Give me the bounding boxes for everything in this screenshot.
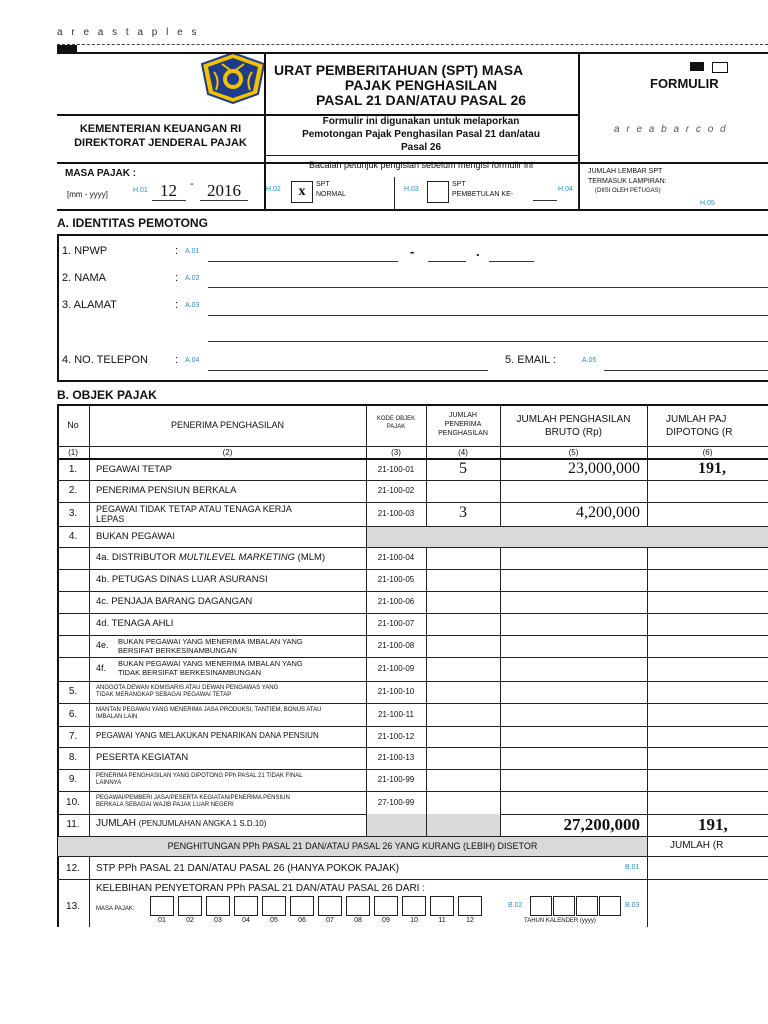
row-kode: 27-100-99 bbox=[377, 797, 415, 807]
row-bottom-line bbox=[57, 613, 768, 614]
header-bottom-line bbox=[57, 446, 768, 447]
npwp-dash: - bbox=[410, 244, 415, 259]
row-pajak-value[interactable]: 191, bbox=[698, 459, 726, 477]
row-kode: 21-100-09 bbox=[377, 664, 415, 673]
perhitungan-bottom-line bbox=[57, 856, 768, 857]
jumlah-label bbox=[96, 818, 266, 829]
tahun-box-4[interactable] bbox=[599, 896, 621, 916]
row13-label: KELEBIHAN PENYETORAN PPh PASAL 21 DAN/ATAU PASAL 26 DARI : bbox=[96, 883, 426, 894]
row-kode: 21-100-02 bbox=[377, 486, 415, 495]
month-label: 12 bbox=[466, 917, 474, 924]
section-b-title: B. OBJEK PAJAK bbox=[57, 388, 157, 402]
table-top-border bbox=[57, 404, 768, 406]
month-label: 01 bbox=[158, 917, 166, 924]
row-sub-label: 4f. bbox=[96, 663, 107, 673]
section-a-title: A. IDENTITAS PEMOTONG bbox=[57, 216, 208, 230]
row-label-2: TIDAK MERANGKAP SEBAGAI PEGAWAI TETAP bbox=[96, 692, 232, 698]
section-a-top-border bbox=[57, 234, 768, 236]
month-label: 03 bbox=[214, 917, 222, 924]
formulir-box-empty bbox=[712, 62, 728, 73]
row-sub-desc-1: BUKAN PEGAWAI YANG MENERIMA IMBALAN YANG bbox=[118, 637, 303, 646]
spt-pembetulan-checkbox[interactable] bbox=[427, 181, 449, 203]
alamat-field-2[interactable] bbox=[208, 341, 768, 342]
month-label: 04 bbox=[242, 917, 250, 924]
row-bottom-line bbox=[57, 591, 768, 592]
row-label-2: LEPAS bbox=[96, 514, 125, 524]
spt-normal-checkbox[interactable] bbox=[291, 181, 313, 203]
header-jumlah-penerima-2: PENERIMA bbox=[444, 421, 482, 428]
header-no: No bbox=[67, 420, 79, 430]
row-penerima-value[interactable]: 5 bbox=[459, 459, 467, 477]
ministry-logo bbox=[198, 52, 268, 104]
row-no: 8. bbox=[68, 752, 78, 763]
month-label: 07 bbox=[326, 917, 334, 924]
jumlah-pajak-value[interactable]: 191, bbox=[698, 815, 728, 834]
col12-no-border bbox=[89, 856, 90, 927]
row-bottom-line bbox=[57, 726, 768, 727]
spt-normal-mark: x bbox=[298, 184, 306, 199]
spt-normal-label2: NORMAL bbox=[316, 191, 346, 198]
directorate-name: DIREKTORAT JENDERAL PAJAK bbox=[74, 137, 247, 149]
spt-pembetulan-label1: SPT bbox=[452, 181, 466, 188]
row-sub-desc-1: BUKAN PEGAWAI YANG MENERIMA IMBALAN YANG bbox=[118, 659, 303, 668]
row12-label: STP PPh PASAL 21 DAN/ATAU PASAL 26 (HANYA POKOK PAJAK) bbox=[96, 863, 400, 874]
formulir-box-filled bbox=[690, 62, 704, 71]
header-bruto-1: JUMLAH PENGHASILAN bbox=[516, 414, 631, 425]
spt-pembetulan-label2: PEMBETULAN KE- bbox=[452, 191, 514, 198]
header-kode-1: KODE OBJEK bbox=[376, 416, 416, 422]
email-label: 5. EMAIL : bbox=[505, 354, 556, 366]
row-label: PENERIMA PENGHASILAN YANG DIPOTONG PPh PASAL 21 TIDAK FINAL bbox=[96, 773, 303, 779]
alamat-colon: : bbox=[175, 299, 179, 311]
row-bottom-line bbox=[57, 657, 768, 658]
instruction-text: Bacalah petunjuk pengisian sebelum mengisi formulir ini bbox=[308, 160, 534, 170]
jumlah-label-main: JUMLAH bbox=[96, 818, 137, 829]
row-kode: 21-100-07 bbox=[377, 619, 415, 628]
row-label: PEGAWAI TIDAK TETAP ATAU TENAGA KERJA bbox=[96, 504, 292, 514]
telepon-label: 4. NO. TELEPON bbox=[62, 354, 148, 366]
jumlah-lembar-line2: TERMASUK LAMPIRAN: bbox=[588, 178, 667, 185]
header-dipotong-2: DIPOTONG (R bbox=[666, 427, 733, 438]
tahun-kalender-text: TAHUN KALENDER bbox=[524, 918, 579, 924]
row-label: PEGAWAI/PEMBERI JASA/PESERTA KEGIATAN/PENERIMA PENSIUN bbox=[96, 795, 290, 801]
row-no: 6. bbox=[68, 708, 78, 720]
row-kode: 21-100-03 bbox=[377, 509, 415, 518]
header-jumlah-penerima-1: JUMLAH bbox=[448, 412, 477, 419]
purpose-line2: Pemotongan Pajak Penghasilan Pasal 21 dan/atau bbox=[302, 129, 540, 140]
month-box[interactable] bbox=[150, 896, 174, 916]
jumlah-no: 11. bbox=[66, 819, 80, 830]
row-sub-desc-2: BERSIFAT BERKESINAMBUNGAN bbox=[118, 646, 237, 655]
row-label-2: IMBALAN LAIN bbox=[96, 714, 138, 720]
month-label: 10 bbox=[410, 917, 418, 924]
masa-year-value[interactable]: 2016 bbox=[207, 181, 241, 200]
row-no: 10. bbox=[66, 796, 80, 808]
row-shade-bukan-pegawai bbox=[367, 527, 768, 547]
row-no: 5. bbox=[68, 686, 78, 697]
area-staples-label: a r e a s t a p l e s bbox=[57, 27, 200, 38]
row-sub-label: 4e. bbox=[96, 640, 109, 650]
month-box[interactable] bbox=[430, 896, 454, 916]
row-no: 3. bbox=[68, 508, 78, 519]
form-title-line3: PASAL 21 DAN/ATAU PASAL 26 bbox=[315, 92, 527, 108]
npwp-code: A.01 bbox=[185, 248, 200, 255]
nama-label: 2. NAMA bbox=[62, 272, 107, 284]
row-kode: 21-100-06 bbox=[377, 597, 415, 606]
mlm-italic: MULTILEVEL MARKETING bbox=[178, 552, 296, 563]
month-box[interactable] bbox=[234, 896, 258, 916]
spt-normal-label1: SPT bbox=[316, 181, 330, 188]
colnum-3: (3) bbox=[391, 448, 401, 457]
month-box[interactable] bbox=[290, 896, 314, 916]
row-label-2: BERKALA SEBAGAI WAJIB PAJAK LUAR NEGERI bbox=[96, 802, 234, 808]
masa-separator: - bbox=[190, 178, 194, 190]
purpose-line1: Formulir ini digunakan untuk melaporkan bbox=[322, 116, 520, 127]
jumlah-shade-penerima bbox=[427, 814, 500, 836]
form-title-line2: PAJAK PENGHASILAN bbox=[344, 77, 498, 93]
row-label: PEGAWAI TETAP bbox=[96, 463, 173, 475]
row-no: 4. bbox=[68, 530, 78, 542]
tahun-kalender-format: (yyyy) bbox=[579, 918, 596, 924]
masa-pajak-format: [mm - yyyy] bbox=[67, 190, 108, 199]
month-label: 09 bbox=[382, 917, 390, 924]
tahun-box-3[interactable] bbox=[576, 896, 598, 916]
row-no: 1. bbox=[68, 463, 78, 475]
row-no: 9. bbox=[68, 774, 78, 785]
colnum-1: (1) bbox=[68, 448, 78, 457]
nama-field[interactable] bbox=[208, 287, 768, 288]
area-barcode-label: a r e a b a r c o d bbox=[614, 124, 728, 135]
month-label: 05 bbox=[270, 917, 278, 924]
row-label: 4c. PENJAJA BARANG DAGANGAN bbox=[96, 596, 253, 607]
row-bottom-line bbox=[57, 635, 768, 636]
header-jumlah-penerima-3: PENGHASILAN bbox=[438, 430, 488, 437]
row-kode: 21-100-08 bbox=[377, 641, 415, 650]
row-label: PENERIMA PENSIUN BERKALA bbox=[96, 485, 237, 496]
jumlah-label-small: (PENJUMLAHAN ANGKA 1 S.D.10) bbox=[138, 819, 267, 828]
form-title-line1: URAT PEMBERITAHUAN (SPT) MASA bbox=[274, 62, 524, 78]
row-bottom-line bbox=[57, 703, 768, 704]
masa-month-underline bbox=[152, 200, 186, 201]
month-label: 06 bbox=[298, 917, 306, 924]
row-kode: 21-100-05 bbox=[377, 575, 415, 584]
header-kode-2: PAJAK bbox=[386, 424, 406, 430]
top-dashed-line bbox=[57, 44, 768, 45]
instruction-top-border bbox=[264, 155, 579, 156]
colnum-4: (4) bbox=[458, 448, 468, 457]
row-kode: 21-100-10 bbox=[377, 687, 415, 696]
telepon-code: A.04 bbox=[185, 357, 200, 364]
tahun-kalender-label bbox=[524, 918, 596, 924]
nama-code: A.02 bbox=[185, 275, 200, 282]
row13-code-b02: B.02 bbox=[508, 902, 523, 909]
tahun-box-2[interactable] bbox=[553, 896, 575, 916]
row-bottom-line bbox=[57, 480, 768, 481]
col-border-1 bbox=[89, 404, 90, 836]
pembetulan-ke-field[interactable] bbox=[533, 200, 557, 201]
month-box[interactable] bbox=[178, 896, 202, 916]
perhitungan-jumlah: JUMLAH (R bbox=[670, 840, 724, 851]
section-a-bottom-border bbox=[57, 380, 768, 382]
row-label: 4d. TENAGA AHLI bbox=[96, 618, 174, 629]
row12-bottom-line bbox=[57, 879, 768, 880]
month-label: 11 bbox=[438, 917, 446, 924]
month-box[interactable] bbox=[458, 896, 482, 916]
row-bruto-value[interactable]: 4,200,000 bbox=[576, 504, 640, 521]
month-box[interactable] bbox=[346, 896, 370, 916]
code-h04: H.04 bbox=[558, 186, 573, 193]
npwp-label: 1. NPWP bbox=[62, 245, 108, 257]
section-a-left-border bbox=[57, 234, 59, 380]
npwp-field-1[interactable] bbox=[208, 261, 398, 262]
month-label: 08 bbox=[354, 917, 362, 924]
masa-year-underline bbox=[200, 200, 248, 201]
row-label: 4a. DISTRIBUTOR MULTILEVEL MARKETING (MLM) bbox=[96, 552, 326, 563]
row-no: 2. bbox=[68, 485, 78, 496]
row-bottom-line bbox=[57, 747, 768, 748]
npwp-dot: . bbox=[476, 244, 480, 259]
staple-marker bbox=[57, 45, 77, 52]
npwp-colon: : bbox=[175, 245, 179, 257]
month-box[interactable] bbox=[318, 896, 342, 916]
month-box[interactable] bbox=[374, 896, 398, 916]
row-penerima-value[interactable]: 3 bbox=[459, 504, 467, 521]
row-bottom-line bbox=[57, 569, 768, 570]
jumlah-lembar-line1: JUMLAH LEMBAR SPT bbox=[588, 168, 663, 175]
row-label: ANGGOTA DEWAN KOMISARIS ATAU DEWAN PENGAWAS YANG bbox=[96, 685, 279, 691]
row-bottom-line bbox=[57, 502, 768, 503]
row-kode: 21-100-11 bbox=[378, 709, 414, 719]
row-bottom-line bbox=[57, 791, 768, 792]
header-bruto-2: BRUTO (Rp) bbox=[544, 427, 603, 438]
row-kode: 21-100-13 bbox=[377, 753, 415, 762]
row-no: 7. bbox=[68, 730, 78, 742]
purpose-line3: Pasal 26 bbox=[400, 142, 442, 153]
spt-divider-1 bbox=[394, 177, 395, 209]
month-label: 02 bbox=[186, 917, 194, 924]
formulir-label: FORMULIR bbox=[650, 76, 719, 91]
email-code: A.05 bbox=[582, 357, 597, 364]
row-bottom-line bbox=[57, 547, 768, 548]
row-bottom-line bbox=[57, 769, 768, 770]
telepon-colon: : bbox=[175, 354, 179, 366]
row-bottom-line bbox=[57, 681, 768, 682]
colnum-2: (2) bbox=[222, 448, 233, 457]
npwp-field-2[interactable] bbox=[428, 261, 466, 262]
row-label: BUKAN PEGAWAI bbox=[96, 530, 176, 542]
row-sub-desc-2: TIDAK BERSIFAT BERKESINAMBUNGAN bbox=[118, 668, 262, 677]
alamat-field-1[interactable] bbox=[208, 315, 768, 316]
row13-masa-label: MASA PAJAK: bbox=[96, 906, 135, 912]
row-kode: 21-100-12 bbox=[377, 731, 415, 741]
colnum-bottom-line bbox=[57, 458, 768, 460]
header-dipotong-1: JUMLAH PAJ bbox=[666, 414, 727, 425]
row-label: MANTAN PEGAWAI YANG MENERIMA JASA PRODUKSI, TANTIEM, BONUS ATAU bbox=[96, 707, 322, 713]
perhitungan-label: PENGHITUNGAN PPh PASAL 21 DAN/ATAU PASAL 26 YANG KURANG (LEBIH) DISETOR bbox=[167, 841, 538, 851]
alamat-label: 3. ALAMAT bbox=[62, 299, 117, 311]
row12-no: 12. bbox=[66, 863, 80, 874]
alamat-code: A.03 bbox=[185, 302, 200, 309]
colnum-6: (6) bbox=[702, 448, 713, 457]
header-penerima: PENERIMA PENGHASILAN bbox=[170, 420, 285, 430]
colnum-5: (5) bbox=[568, 448, 579, 457]
jumlah-bruto-value[interactable]: 27,200,000 bbox=[563, 815, 640, 834]
header-top-border bbox=[57, 52, 768, 54]
code-h05: H.05 bbox=[700, 200, 715, 207]
spt-divider-2 bbox=[578, 162, 579, 210]
month-box[interactable] bbox=[206, 896, 230, 916]
row-kode: 21-100-04 bbox=[377, 553, 415, 562]
row13-code-b03: B.03 bbox=[625, 902, 640, 909]
row-bruto-value[interactable]: 23,000,000 bbox=[568, 459, 640, 477]
telepon-field[interactable] bbox=[208, 370, 488, 371]
month-box[interactable] bbox=[262, 896, 286, 916]
ministry-name: KEMENTERIAN KEUANGAN RI bbox=[79, 123, 242, 135]
row-kode: 21-100-99 bbox=[377, 775, 415, 784]
row-label: 4b. PETUGAS DINAS LUAR ASURANSI bbox=[96, 574, 268, 585]
row-label-2: LAINNYA bbox=[96, 780, 122, 786]
npwp-field-3[interactable] bbox=[489, 261, 534, 262]
row-label: PESERTA KEGIATAN bbox=[96, 752, 189, 763]
row-kode: 21-100-01 bbox=[377, 464, 415, 474]
code-h02: H.02 bbox=[266, 186, 281, 193]
code-h01: H.01 bbox=[133, 187, 148, 194]
month-box[interactable] bbox=[402, 896, 426, 916]
masa-pajak-label: MASA PAJAK : bbox=[65, 168, 137, 179]
tahun-box-1[interactable] bbox=[530, 896, 552, 916]
jumlah-lembar-line3: (DIISI OLEH PETUGAS) bbox=[595, 188, 661, 194]
nama-colon: : bbox=[175, 272, 179, 284]
code-h03: H.03 bbox=[404, 186, 419, 193]
email-field[interactable] bbox=[604, 370, 768, 371]
row-label: PEGAWAI YANG MELAKUKAN PENARIKAN DANA PENSIUN bbox=[96, 730, 319, 740]
col-border-5 bbox=[647, 404, 648, 927]
header-bottom-border bbox=[57, 209, 768, 211]
masa-month-value[interactable]: 12 bbox=[160, 181, 177, 200]
row13-no: 13. bbox=[66, 901, 80, 912]
row12-code: B.01 bbox=[625, 864, 640, 871]
jumlah-shade-kode bbox=[367, 814, 426, 836]
